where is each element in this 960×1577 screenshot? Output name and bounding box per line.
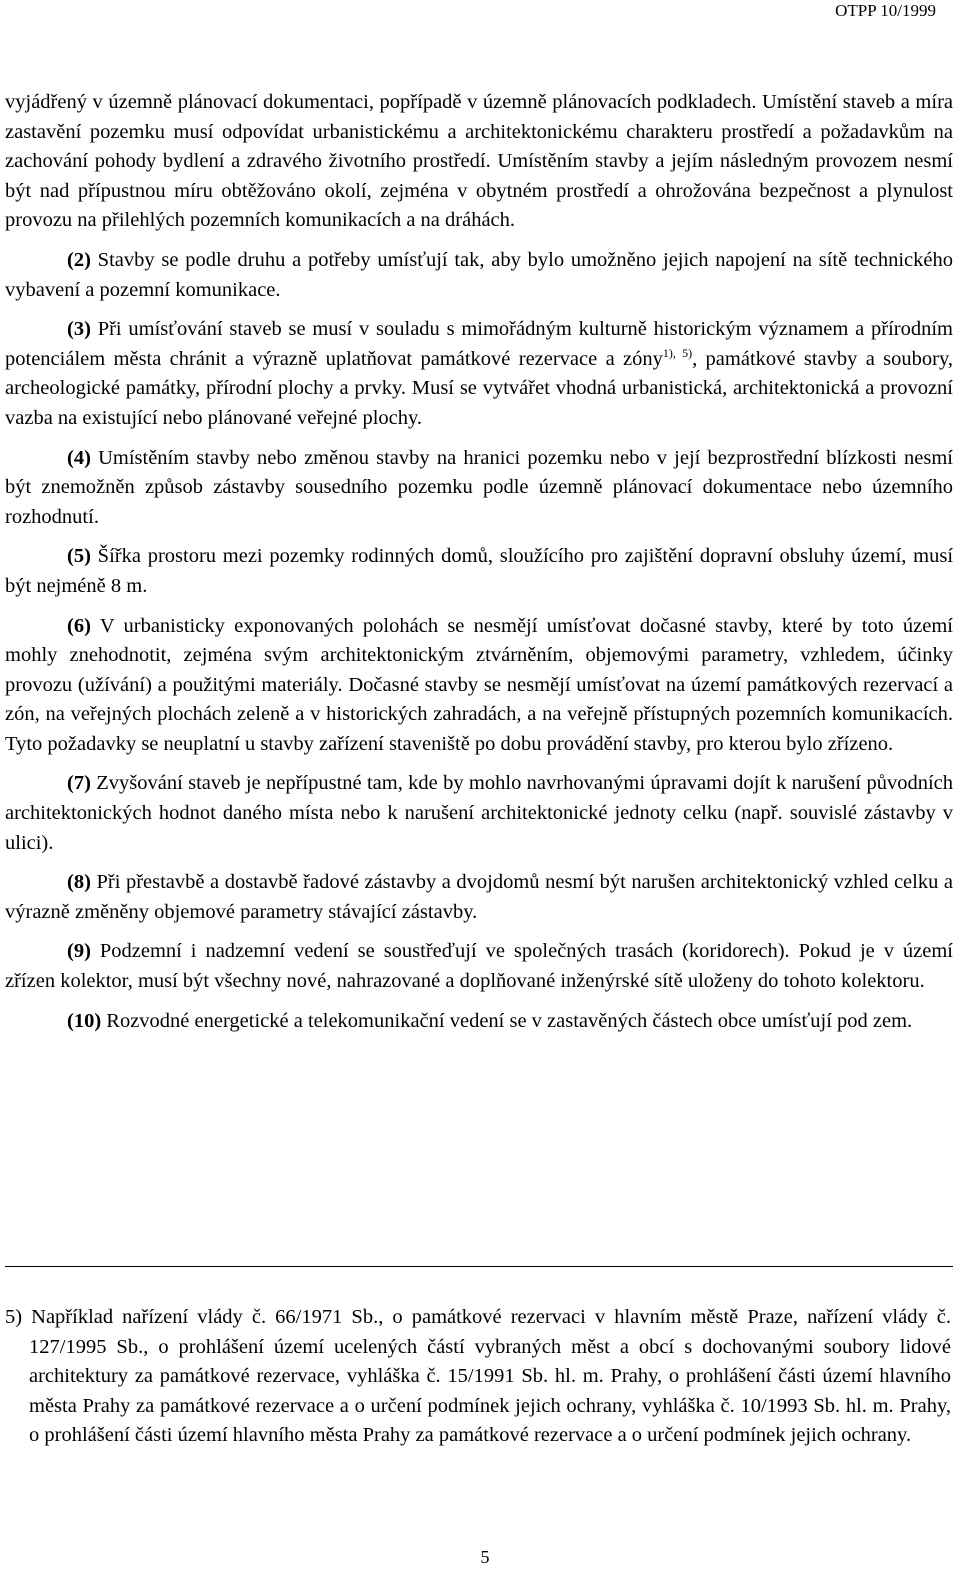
paragraph-9 (5, 937, 953, 996)
paragraph-2 (5, 246, 953, 305)
paragraph-number: (4) (67, 446, 91, 469)
paragraph-number: (5) (67, 545, 91, 568)
paragraph-10 (5, 1007, 953, 1037)
footnote-separator (5, 1266, 953, 1267)
paragraph-number: (10) (67, 1009, 102, 1032)
paragraph-text: Stavby se podle druhu a potřeby umísťují tak, aby bylo umožněno jejich napojení na sítě technického vybavení a pozemní komunikace. (5, 248, 954, 301)
document-id: OTPP 10/1999 (835, 1, 936, 20)
footnote: 5) Například nařízení vlády č. 66/1971 Sb., o památkové rezervaci v hlavním městě Praze, nařízení vlády č. 127/1995 Sb., o prohlášení území ucelených částí vybraných měst a obcí s dochovanými soubory lidové architektury za památkové rezervace, vyhláška č. 15/1991 Sb. hl. m. Prahy, o prohlášení části území hlavního města Prahy za památkové rezervace a o určení podmínek jejich ochrany, vyhláška č. 10/1993 Sb. hl. m. Prahy, o prohlášení části území hlavního města Prahy za památkové rezervace a o určení podmínek jejich ochrany. (5, 1306, 951, 1447)
paragraph-number: (2) (67, 248, 91, 271)
paragraph-number: (8) (67, 871, 91, 894)
document-header (835, 0, 936, 22)
paragraph-text: V urbanisticky exponovaných polohách se nesmějí umísťovat dočasné stavby, které by toto území mohly znehodnotit, zejména svým architektonickým ztvárněním, objemovými parametry, vzhledem, účinky provozu (užívání) a použitými materiály. Dočasné stavby se nesmějí umísťovat na území památkových rezervací a zón, na veřejných plochách zeleně a v historických zahradách, a na veřejně přístupných pozemních komunikacích. Tyto požadavky se neuplatní u stavby zařízení staveniště po dobu provádění stavby, pro kterou bylo zřízeno. (5, 614, 953, 755)
paragraph-6 (5, 612, 953, 760)
paragraph-text: Umístěním stavby nebo změnou stavby na hranici pozemku nebo v její bezprostřední blízkosti nesmí být znemožněn způsob zástavby sousedního pozemku podle územně plánovací dokumentace nebo územního rozhodnutí. (5, 446, 954, 528)
paragraph-text: Rozvodné energetické a telekomunikační vedení se v zastavěných částech obce umísťují pod zem. (106, 1009, 913, 1032)
intro-paragraph: vyjádřený v územně plánovací dokumentaci, popřípadě v územně plánovacích podkladech. Umístění staveb a míra zastavění pozemku musí odpovídat urbanistickému a architektonickému charakteru prostředí a požadavkům na zachování pohody bydlení a zdravého životního prostředí. Umístěním stavby a jejím následným provozem nesmí být nad přípustnou míru obtěžováno okolí, zejména v obytném prostředí a ohrožována bezpečnost a plynulost provozu na přilehlých pozemních komunikacích a na dráhách. (5, 91, 953, 232)
footnote-reference: 1), 5) (662, 345, 693, 360)
document-body (5, 88, 953, 1046)
paragraph-text: Při přestavbě a dostavbě řadové zástavby a dvojdomů nesmí být narušen architektonický vzhled celku a výrazně změněny objemové parametry stávající zástavby. (5, 871, 954, 923)
paragraph-3 (5, 315, 953, 433)
paragraph-text: Při umísťování staveb se musí v souladu s mimořádným kulturně historickým významem a přírodním potenciálem města chránit a výrazně uplatňovat památkové rezervace a zóny (5, 318, 953, 370)
paragraph-number: (9) (67, 940, 91, 963)
paragraph-text: Zvyšování staveb je nepřípustné tam, kde by mohlo navrhovanými úpravami dojít k narušení původních architektonických hodnot daného místa nebo k narušení architektonické jednoty celku (např. souvislé zástavby v ulici). (5, 772, 953, 854)
paragraph-7 (5, 769, 953, 858)
paragraph-text: Šířka prostoru mezi pozemky rodinných domů, sloužícího pro zajištění dopravní obsluhy území, musí být nejméně 8 m. (5, 545, 954, 597)
paragraph-number: (6) (67, 614, 91, 637)
paragraph-text-continued: , památkové stavby a soubory, archeologické památky, přírodní plochy a prvky. Musí se vytvářet vhodná urbanistická, architektonická a provozní vazba na existující nebo plánované veřejné plochy. (5, 347, 953, 429)
paragraph-4 (5, 444, 953, 533)
paragraph-5 (5, 542, 953, 601)
paragraph-8 (5, 868, 953, 927)
paragraph-text: Podzemní i nadzemní vedení se soustřeďují ve společných trasách (koridorech). Pokud je v území zřízen kolektor, musí být všechny nové, nahrazované a doplňované inženýrské sítě uloženy do tohoto kolektoru. (5, 940, 953, 993)
page-number: 5 (480, 1547, 490, 1567)
paragraph-number: (7) (67, 772, 91, 795)
paragraph-number: (3) (67, 318, 91, 341)
